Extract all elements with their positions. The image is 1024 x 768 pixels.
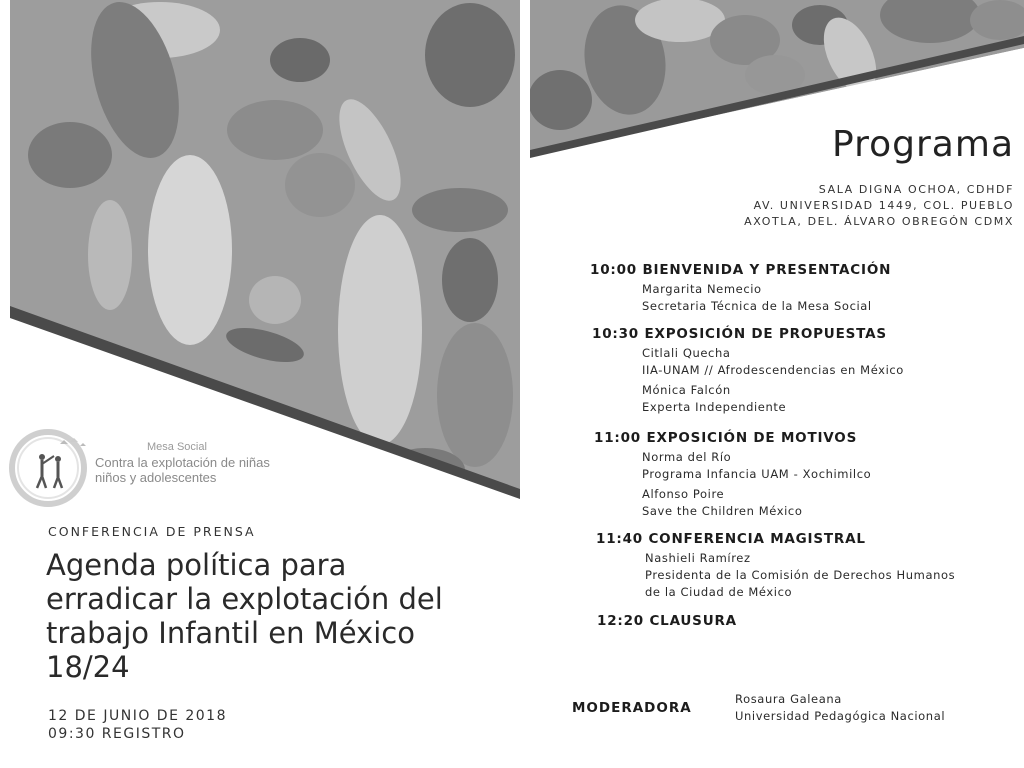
event-title-line: 18/24 (46, 650, 130, 684)
event-title-line: Agenda política para (46, 548, 347, 582)
agenda-heading: 10:00 BIENVENIDA Y PRESENTACIÓN (590, 262, 892, 278)
agenda-line: Margarita Nemecio (642, 282, 762, 296)
program-title: Programa (832, 124, 1014, 165)
logo-org-line2: niños y adolescentes (95, 470, 217, 485)
agenda-line: Mónica Falcón (642, 383, 731, 397)
event-date-block (48, 707, 227, 743)
logo-org-small: Mesa Social (147, 441, 207, 453)
logo-wordmark (95, 440, 270, 485)
venue-line: AXOTLA, DEL. ÁLVARO OBREGÓN CDMX (744, 215, 1014, 228)
agenda-line: Save the Children México (642, 504, 803, 518)
venue-address (744, 182, 1014, 230)
agenda-line: IIA-UNAM // Afrodescendencias en México (642, 363, 904, 377)
moderator-info (735, 691, 945, 725)
event-title-line: trabajo Infantil en México (46, 616, 415, 650)
venue-line: SALA DIGNA OCHOA, CDHDF (818, 183, 1014, 196)
agenda-line: Programa Infancia UAM - Xochimilco (642, 467, 872, 481)
agenda-heading: 11:00 EXPOSICIÓN DE MOTIVOS (594, 430, 858, 446)
agenda-line: Presidenta de la Comisión de Derechos Humanos (645, 568, 956, 582)
logo-org-line1: Contra la explotación de niñas (95, 455, 270, 470)
agenda-item (594, 430, 857, 446)
agenda-line: de la Ciudad de México (645, 585, 793, 599)
registration-time: 09:30 REGISTRO (48, 726, 186, 742)
event-title (46, 548, 516, 684)
moderator-org: Universidad Pedagógica Nacional (735, 709, 946, 723)
program-flyer (530, 0, 1024, 768)
event-title-line: erradicar la explotación del (46, 582, 443, 616)
agenda-line: Norma del Río (642, 450, 732, 464)
event-type-label: CONFERENCIA DE PRENSA (48, 524, 256, 539)
agenda-item (597, 613, 737, 629)
agenda-heading: 10:30 EXPOSICIÓN DE PROPUESTAS (592, 326, 887, 342)
event-date: 12 DE JUNIO DE 2018 (48, 708, 227, 724)
moderator-label: MODERADORA (572, 700, 692, 716)
agenda-line: Experta Independiente (642, 400, 787, 414)
agenda-heading: 12:20 CLAUSURA (597, 613, 737, 629)
agenda-heading: 11:40 CONFERENCIA MAGISTRAL (596, 531, 866, 547)
agenda-item (596, 531, 866, 547)
agenda-item (592, 326, 887, 342)
moderator-name: Rosaura Galeana (735, 692, 842, 706)
agenda-line: Nashieli Ramírez (645, 551, 751, 565)
agenda-line: Secretaria Técnica de la Mesa Social (642, 299, 872, 313)
venue-line: AV. UNIVERSIDAD 1449, COL. PUEBLO (753, 199, 1014, 212)
agenda-line: Alfonso Poire (642, 487, 725, 501)
agenda-line: Citlali Quecha (642, 346, 731, 360)
agenda-item (590, 262, 891, 278)
